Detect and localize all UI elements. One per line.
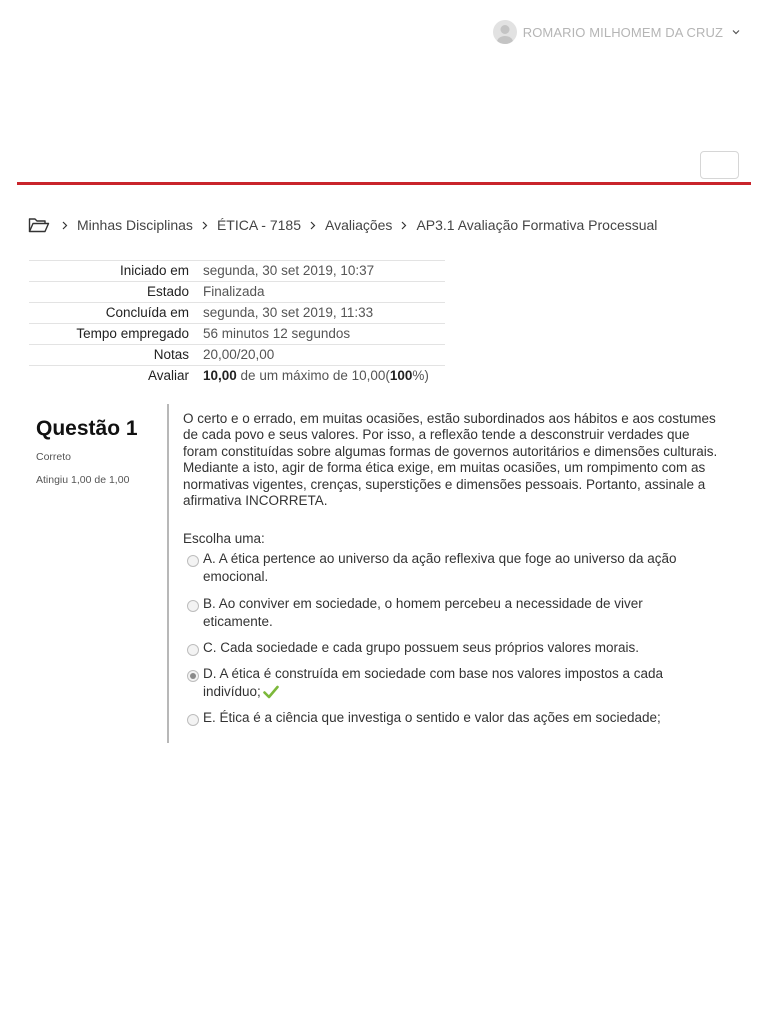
grade-percent: 100 bbox=[389, 368, 413, 383]
folder-open-icon[interactable] bbox=[28, 217, 50, 233]
radio-button[interactable] bbox=[187, 714, 199, 726]
row-value: segunda, 30 set 2019, 11:33 bbox=[203, 305, 374, 320]
user-avatar-icon bbox=[493, 20, 517, 44]
table-row bbox=[29, 366, 445, 387]
row-label: Avaliar bbox=[147, 368, 189, 383]
chevron-right-icon bbox=[62, 221, 68, 230]
user-menu[interactable] bbox=[493, 20, 740, 44]
breadcrumb bbox=[28, 217, 657, 233]
table-row bbox=[29, 261, 445, 282]
grade-suffix: %) bbox=[412, 368, 429, 383]
answer-label: E. Ética é a ciência que investiga o sentido e valor das ações em sociedade; bbox=[203, 710, 661, 725]
question-title bbox=[36, 417, 156, 441]
table-row bbox=[29, 282, 445, 303]
question-info bbox=[36, 417, 156, 486]
user-name: ROMARIO MILHOMEM DA CRUZ bbox=[522, 24, 723, 40]
radio-button[interactable] bbox=[187, 600, 199, 612]
row-value: segunda, 30 set 2019, 10:37 bbox=[203, 263, 375, 278]
chevron-right-icon bbox=[401, 221, 407, 230]
answer-prompt: Escolha uma: bbox=[183, 531, 265, 546]
checkmark-icon bbox=[263, 685, 279, 699]
toggle-button[interactable] bbox=[700, 151, 739, 179]
radio-button-selected[interactable] bbox=[187, 670, 199, 682]
answer-option-e[interactable] bbox=[187, 709, 707, 727]
chevron-down-icon bbox=[732, 28, 740, 36]
answer-option-d[interactable] bbox=[187, 665, 707, 701]
table-row bbox=[29, 345, 445, 366]
chevron-right-icon bbox=[202, 221, 208, 230]
answer-option-a[interactable] bbox=[187, 550, 707, 586]
radio-button[interactable] bbox=[187, 555, 199, 567]
breadcrumb-quiz[interactable]: AP3.1 Avaliação Formativa Processual bbox=[416, 217, 658, 233]
row-value: 56 minutos 12 segundos bbox=[203, 326, 351, 341]
question-number: 1 bbox=[125, 417, 138, 440]
grade-value bbox=[196, 366, 445, 387]
answer-label: B. Ao conviver em sociedade, o homem percebeu a necessidade de viver eticamente. bbox=[203, 596, 643, 629]
header-divider bbox=[17, 182, 751, 185]
breadcrumb-course[interactable]: ÉTICA - 7185 bbox=[216, 217, 301, 233]
grade-middle: de um máximo de 10,00( bbox=[236, 368, 390, 383]
answer-label bbox=[187, 665, 707, 701]
answer-text: D. A ética é construída em sociedade com base nos valores impostos a cada indivíduo; bbox=[203, 666, 664, 699]
attempt-summary-table bbox=[29, 260, 445, 386]
row-value: 20,00/20,00 bbox=[203, 347, 275, 362]
table-row bbox=[29, 303, 445, 324]
question-prefix: Questão bbox=[36, 417, 126, 440]
question-divider bbox=[167, 404, 169, 743]
row-value: Finalizada bbox=[203, 284, 265, 299]
breadcrumb-minhas-disciplinas[interactable]: Minhas Disciplinas bbox=[77, 217, 193, 233]
radio-button[interactable] bbox=[187, 644, 199, 656]
row-label: Estado bbox=[146, 284, 189, 299]
row-label: Iniciado em bbox=[119, 263, 189, 278]
breadcrumb-avaliacoes[interactable]: Avaliações bbox=[324, 217, 393, 233]
answer-option-b[interactable] bbox=[187, 595, 707, 631]
chevron-right-icon bbox=[310, 221, 316, 230]
row-label: Tempo empregado bbox=[76, 326, 189, 341]
answer-label: A. A ética pertence ao universo da ação reflexiva que foge ao universo da ação emocional. bbox=[203, 551, 677, 584]
grade-score: 10,00 bbox=[203, 368, 237, 383]
question-grade: Atingiu 1,00 de 1,00 bbox=[36, 474, 130, 486]
question-text: O certo e o errado, em muitas ocasiões, estão subordinados aos hábitos e aos costumes de cada povo e seus valores. Por isso, a reflexão tende a desconstruir verdades que foram constituídas sobre algumas formas de governos autoritários e dimensões culturais. Mediante a isto, agir de forma ética exige, em muitas ocasiões, um rompimento com as normativas vigentes, crenças, superstições e dimensões pessoais. Portanto, assinale a afirmativa INCORRETA. bbox=[183, 411, 718, 509]
answer-option-c[interactable] bbox=[187, 639, 707, 657]
table-row bbox=[29, 324, 445, 345]
row-label: Notas bbox=[153, 347, 189, 362]
question-state: Correto bbox=[36, 451, 72, 463]
row-label: Concluída em bbox=[105, 305, 189, 320]
answer-label: C. Cada sociedade e cada grupo possuem seus próprios valores morais. bbox=[203, 640, 639, 655]
